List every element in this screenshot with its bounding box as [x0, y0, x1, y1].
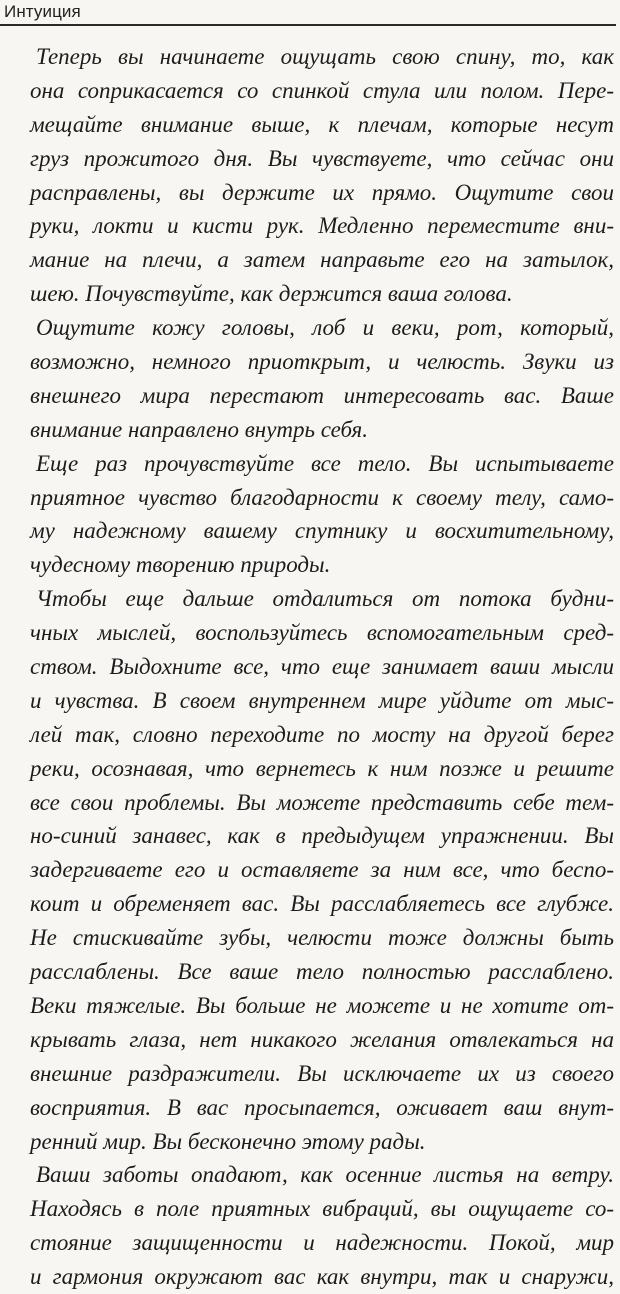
text-line: мещайте внимание выше, к плечам, которые несут [30, 111, 614, 137]
text-line: мание на плечи, а затем направьте его на затылок, [30, 247, 614, 273]
text-line: коит и обременяет вас. Вы расслабляетесь все глубже. [30, 891, 614, 917]
text-line: реки, осознавая, что вернетесь к ним позже и решите [30, 755, 614, 781]
text-line: внешние раздражители. Вы исключаете их из своего [30, 1060, 614, 1086]
text-line: но-синий занавес, как в предыдущем упражнении. Вы [30, 823, 614, 849]
header-rule [0, 24, 616, 26]
text-line: задергиваете его и оставляете за ним все, что беспо- [30, 857, 614, 883]
text-line: Ваши заботы опадают, как осенние листья на ветру. [36, 1162, 614, 1188]
text-line: руки, локти и кисти рук. Медленно переместите вни- [30, 213, 614, 239]
text-line: чных мыслей, воспользуйтесь вспомогательным сред- [30, 620, 614, 646]
text-line: му надежному вашему спутнику и восхитительному, [30, 518, 614, 544]
text-line: Чтобы еще дальше отдалиться от потока будни- [36, 586, 614, 612]
text-line: внешнего мира перестают интересовать вас. Ваше [30, 382, 614, 408]
text-line: она соприкасается со спинкой стула или полом. Пере- [30, 77, 614, 103]
text-line: лей так, словно переходите по мосту на другой берег [30, 721, 614, 747]
text-line: внимание направлено внутрь себя. [30, 416, 368, 442]
text-line: груз прожитого дня. Вы чувствуете, что сейчас они [30, 145, 614, 171]
running-head: Интуиция [4, 2, 81, 21]
text-line: ством. Выдохните все, что еще занимает ваши мысли [30, 654, 614, 680]
body-text [30, 40, 614, 1294]
text-line: возможно, немного приоткрыт, и челюсть. Звуки из [30, 349, 614, 375]
text-line: стояние защищенности и надежности. Покой, мир [30, 1230, 614, 1256]
text-line: Веки тяжелые. Вы больше не можете и не хотите от- [30, 992, 614, 1018]
text-line: крывать глаза, нет никакого желания отвлекаться на [30, 1026, 614, 1052]
text-line: приятное чувство благодарности к своему телу, само- [30, 484, 614, 510]
text-line: шею. Почувствуйте, как держится ваша голова. [30, 281, 513, 307]
text-line: чудесному творению природы. [30, 552, 331, 578]
text-line: восприятия. В вас просыпается, оживает ваш внут- [30, 1094, 614, 1120]
text-line: Находясь в поле приятных вибраций, вы ощущаете со- [30, 1196, 614, 1222]
text-line: Ощутите кожу головы, лоб и веки, рот, который, [36, 315, 614, 341]
text-line: Теперь вы начинаете ощущать свою спину, то, как [36, 44, 614, 69]
text-line: и гармония окружают вас как внутри, так и снаружи, [30, 1264, 614, 1290]
text-line: Еще раз прочувствуйте все тело. Вы испытываете [36, 450, 614, 476]
text-line: и чувства. В своем внутреннем мире уйдите от мыс- [30, 687, 614, 713]
text-line: ренний мир. Вы бесконечно этому рады. [30, 1128, 426, 1154]
text-line: все свои проблемы. Вы можете представить себе тем- [30, 789, 614, 815]
text-line: расслаблены. Все ваше тело полностью расслаблено. [30, 959, 614, 985]
text-line: Не стискивайте зубы, челюсти тоже должны быть [30, 925, 614, 951]
text-line: расправлены, вы держите их прямо. Ощутите свои [30, 179, 614, 205]
